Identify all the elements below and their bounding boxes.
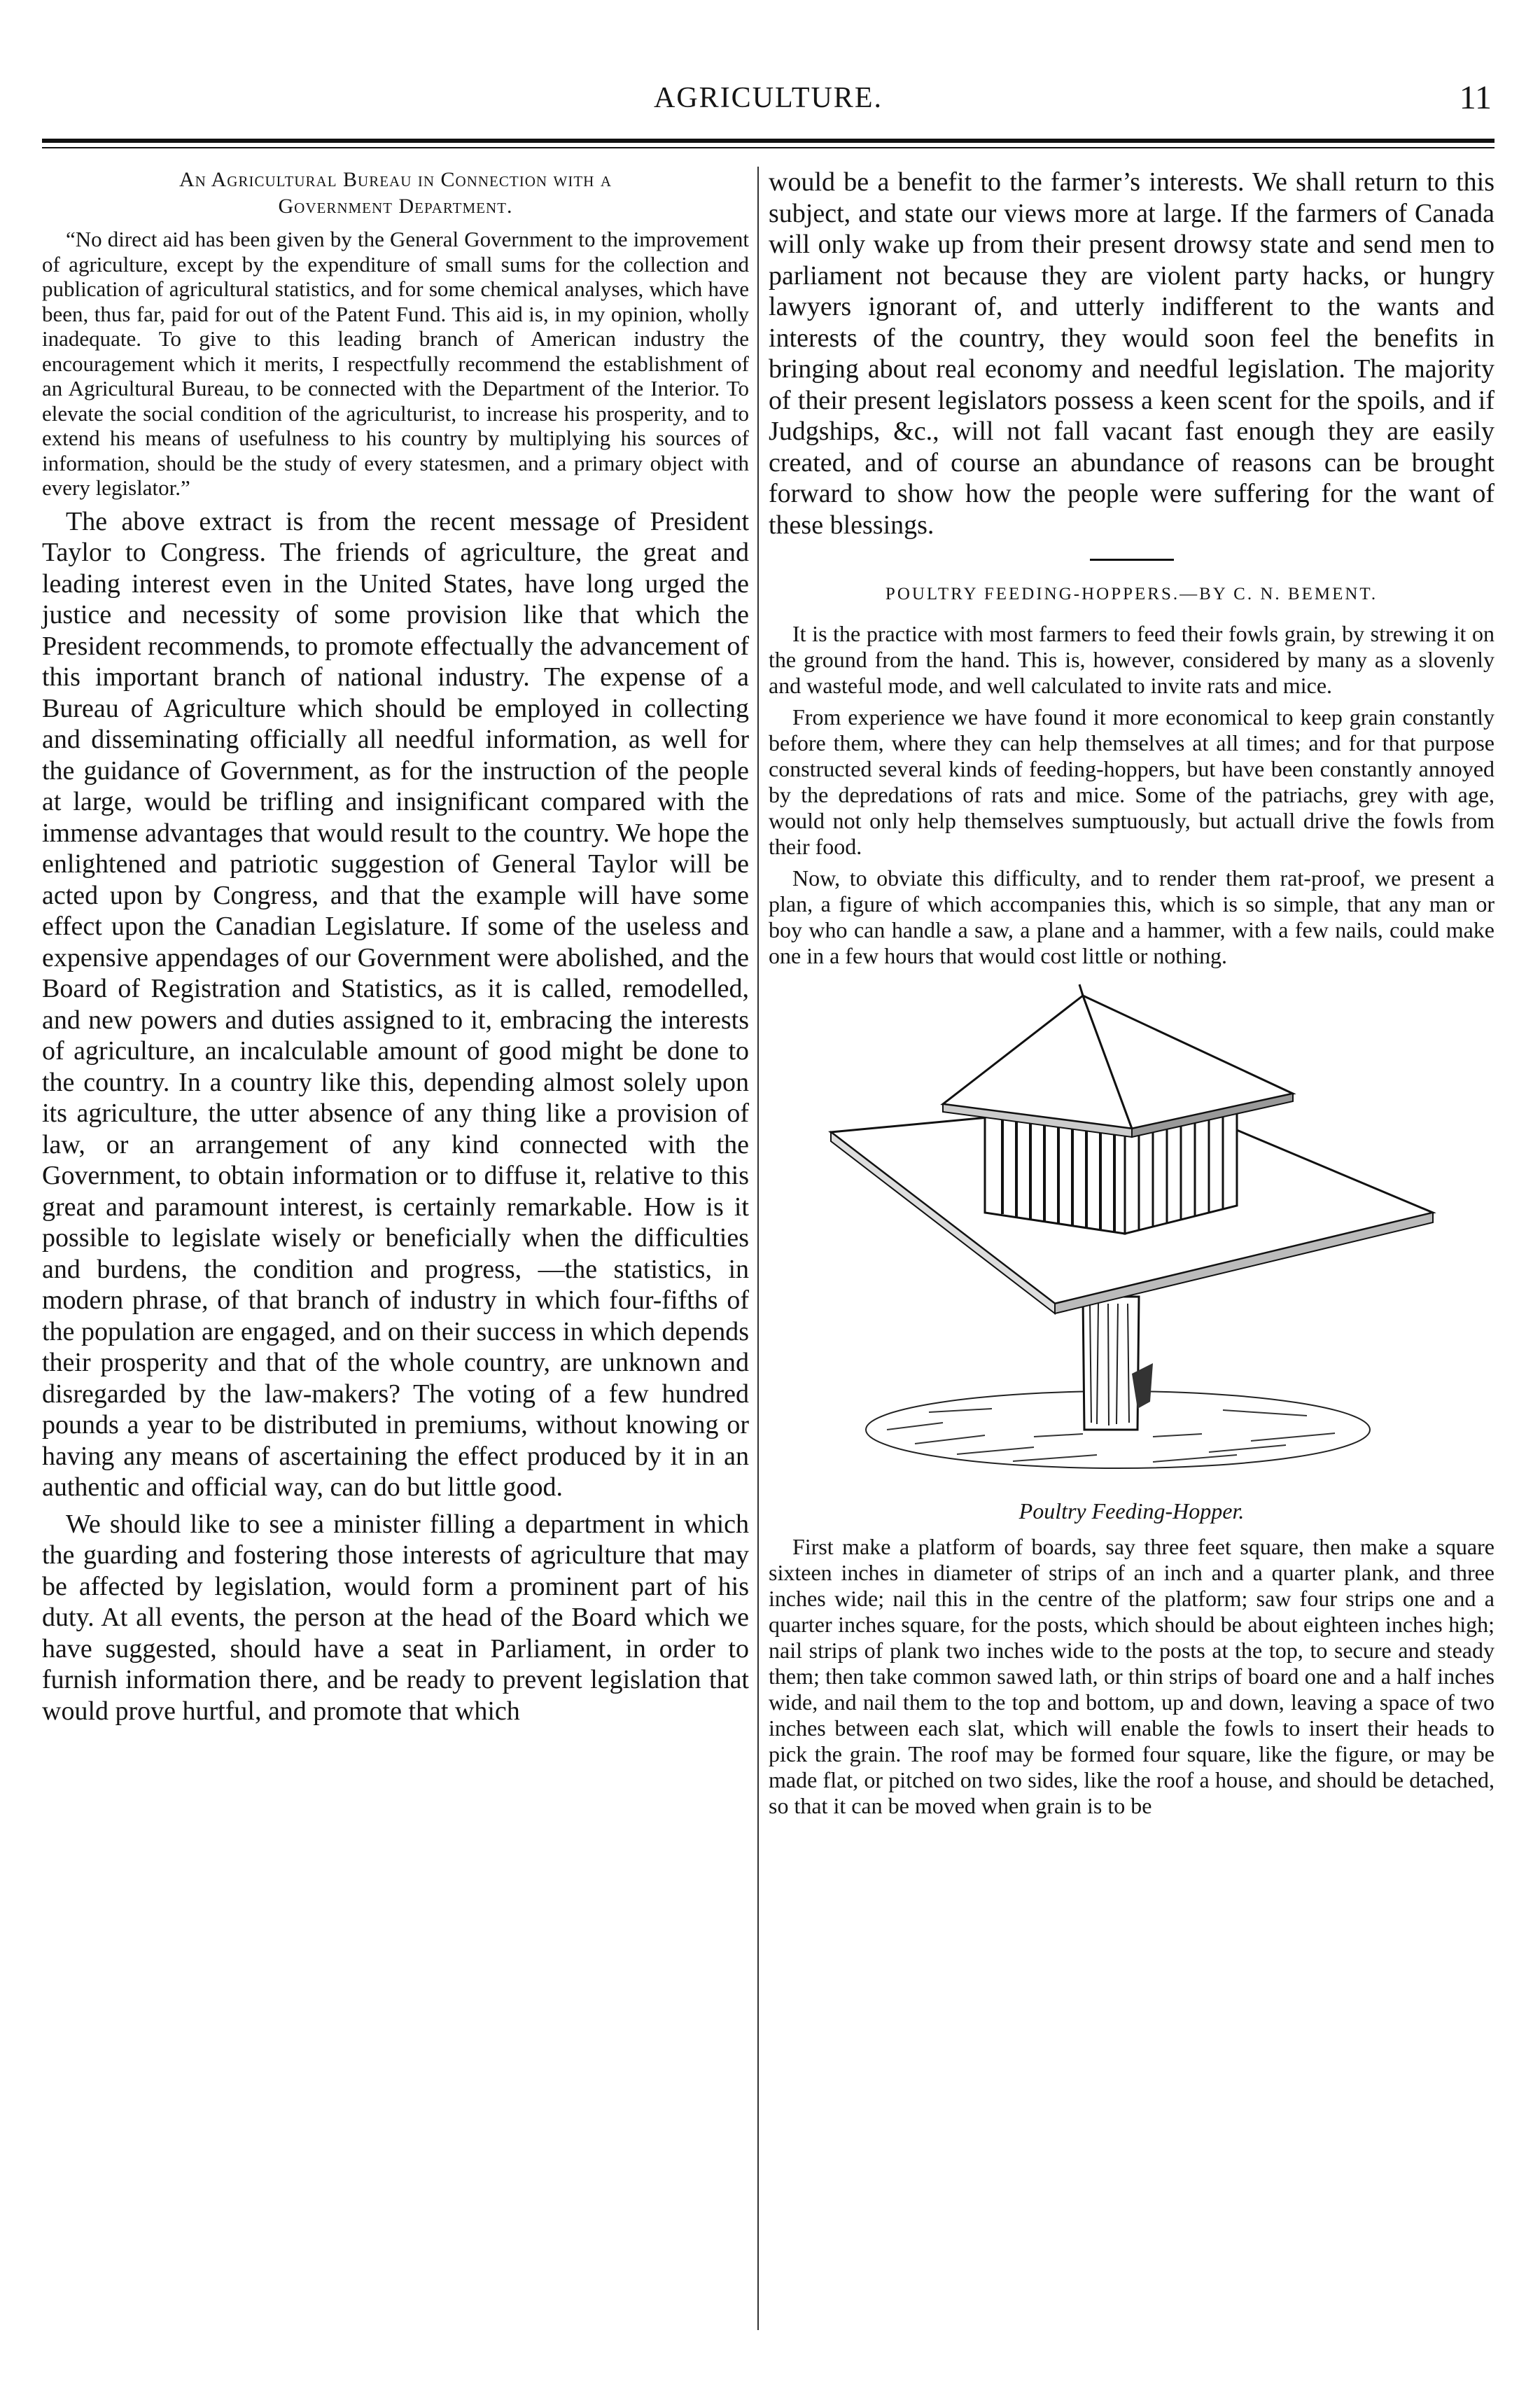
hopper-roof bbox=[943, 984, 1293, 1137]
poultry-hopper-figure bbox=[803, 982, 1461, 1493]
right-paragraph-4: First make a platform of boards, say three feet square, then make a square sixteen inches in diameter of strips of an inch and a quarter plank, and three inches wide; nail this in the centre of the platform; saw four strips one and a quarter inches square, for the posts, which should be about eighteen inches high; nail strips of plank two inches wide to the posts at the top, to secure and steady them; then take common sawed lath, or thin strips of board one and a half inches wide, and nail them to the top and bottom, up and down, leaving a space of two inches between each slat, which will enable the fowls to insert their heads to pick the grain. The roof may be formed four square, like the figure, or may be made flat, or pitched on two sides, like the roof a house, and should be detached, so that it can be moved when grain is to be bbox=[769, 1534, 1494, 1818]
left-paragraph-2: We should like to see a minister filling a department in which the guarding and fostering those interests of agriculture that may be affected by legislation, would form a prominent part of his duty. At all events, the person at the head of the Board which we have suggested, should have a seat in Parliament, in order to furnish information there, and be ready to prevent legislation that would prove hurtful, and promote that which bbox=[42, 1509, 749, 1726]
right-paragraph-2: From experience we have found it more economical to keep grain constantly before them, where they can help themselves at all times; and for that purpose constructed several kinds of feeding-hoppers, but have been constantly annoyed by the depredations of rats and mice. Some of the patriachs, grey with age, would not only help themselves sumptuously, but actuall drive the fowls from their food. bbox=[769, 704, 1494, 859]
right-paragraph-1: It is the practice with most farmers to feed their fowls grain, by strewing it on the ground from the hand. This is, however, considered by many as a slovenly and wasteful mode, and well calculated to invite rats and mice. bbox=[769, 621, 1494, 698]
poultry-hopper-illustration bbox=[803, 982, 1461, 1493]
right-column bbox=[769, 167, 1494, 1819]
section-title-line-2: Government Department. bbox=[278, 195, 513, 218]
page-number: 11 bbox=[1459, 79, 1492, 116]
header-rule-thin bbox=[42, 147, 1494, 148]
running-head: AGRICULTURE. bbox=[654, 82, 883, 114]
article-separator bbox=[1090, 559, 1174, 561]
page-header bbox=[42, 81, 1494, 130]
left-paragraph-1: The above extract is from the recent message of President Taylor to Congress. The friends of agriculture, the great and leading interest even in the United States, have long urged the justice and necessity of some provision like that which the President recommends, to promote effectually the advancement of this important branch of national industry. The expense of a Bureau of Agriculture which should be employed in collecting and disseminating officially all needful information, as well for the guidance of Government, as for the instruction of the people at large, would be trifling and insignificant compared with the immense advantages that would result to the country. We hope the enlightened and patriotic suggestion of General Taylor will be acted upon by Congress, and that the example will have some effect upon the Canadian Legislature. If some of the useless and expensive appendages of our Government were abolished, and the Board of Registration and Statistics, as it is called, remodelled, and new powers and duties assigned to it, embracing the interests of agriculture, an incalculable amount of good might be done to the country. In a country like this, depending almost solely upon its agriculture, the utter absence of any thing like a provision of law, or an arrangement of any kind connected with the Government, to obtain information or to diffuse it, relative to this great and paramount interest, is certainly remarkable. How is it possible to legislate wisely or beneficially when the difficulties and burdens, the condition and progress, —the statistics, in modern phrase, of that branch of industry in which four-fifths of the population are engaged, and on their success in which depends their prosperity and that of the whole country, are unknown and disregarded by the law-makers? The voting of a few hundred pounds a year to be distributed in premiums, without knowing or having any means of ascertaining the effect produced by it in an authentic and official way, can do but little good. bbox=[42, 506, 749, 1502]
figure-caption: Poultry Feeding-Hopper. bbox=[1018, 1498, 1245, 1524]
presidential-quote: “No direct aid has been given by the General Government to the improvement of agriculture, except by the expenditure of small sums for the collection and publication of agricultural statistics, and for some chemical analyses, which have been, thus far, paid for out of the Patent Fund. This aid is, in my opinion, wholly inadequate. To give to this leading branch of American industry the encouragement which it merits, I respectfully recommend the establishment of an Agricultural Bureau, to be connected with the Department of the Interior. To elevate the social condition of the agriculturist, to increase his prosperity, and to extend his means of usefulness to his country by multiplying his sources of information, should be the study of every statesmen, and a primary object with every legislator.” bbox=[42, 227, 749, 500]
right-paragraph-3: Now, to obviate this difficulty, and to render them rat-proof, we present a plan, a figure of which accompanies this, which is so simple, that any man or boy who can handle a saw, a plane and a hammer, with a few nails, could make one in a few hours that would cost little or nothing. bbox=[769, 865, 1494, 968]
article-title: POULTRY FEEDING-HOPPERS.—BY C. N. BEMENT. bbox=[885, 585, 1378, 604]
header-rule-thick bbox=[42, 139, 1494, 143]
section-title-line-1: An Agricultural Bureau in Connection with a bbox=[178, 168, 612, 191]
left-column bbox=[42, 167, 749, 1727]
column-divider bbox=[757, 167, 759, 2330]
right-continuation: would be a benefit to the farmer’s interests. We shall return to this subject, and state our views more at large. If the farmers of Canada will only wake up from their present drowsy state and send men to parliament not because they are violent party hacks, or hungry lawyers ignorant of, and utterly indifferent to the wants and interests of the country, they would soon feel the benefits in bringing about real economy and needful legislation. The majority of their present legislators possess a keen scent for the spoils, and if Judgships, &c., will not fall vacant fast enough they are easily created, and of course an abundance of reasons can be brought forward to show how the people were suffering for the want of these blessings. bbox=[769, 167, 1494, 540]
section-title bbox=[42, 167, 749, 220]
post-stump bbox=[1083, 1297, 1153, 1430]
